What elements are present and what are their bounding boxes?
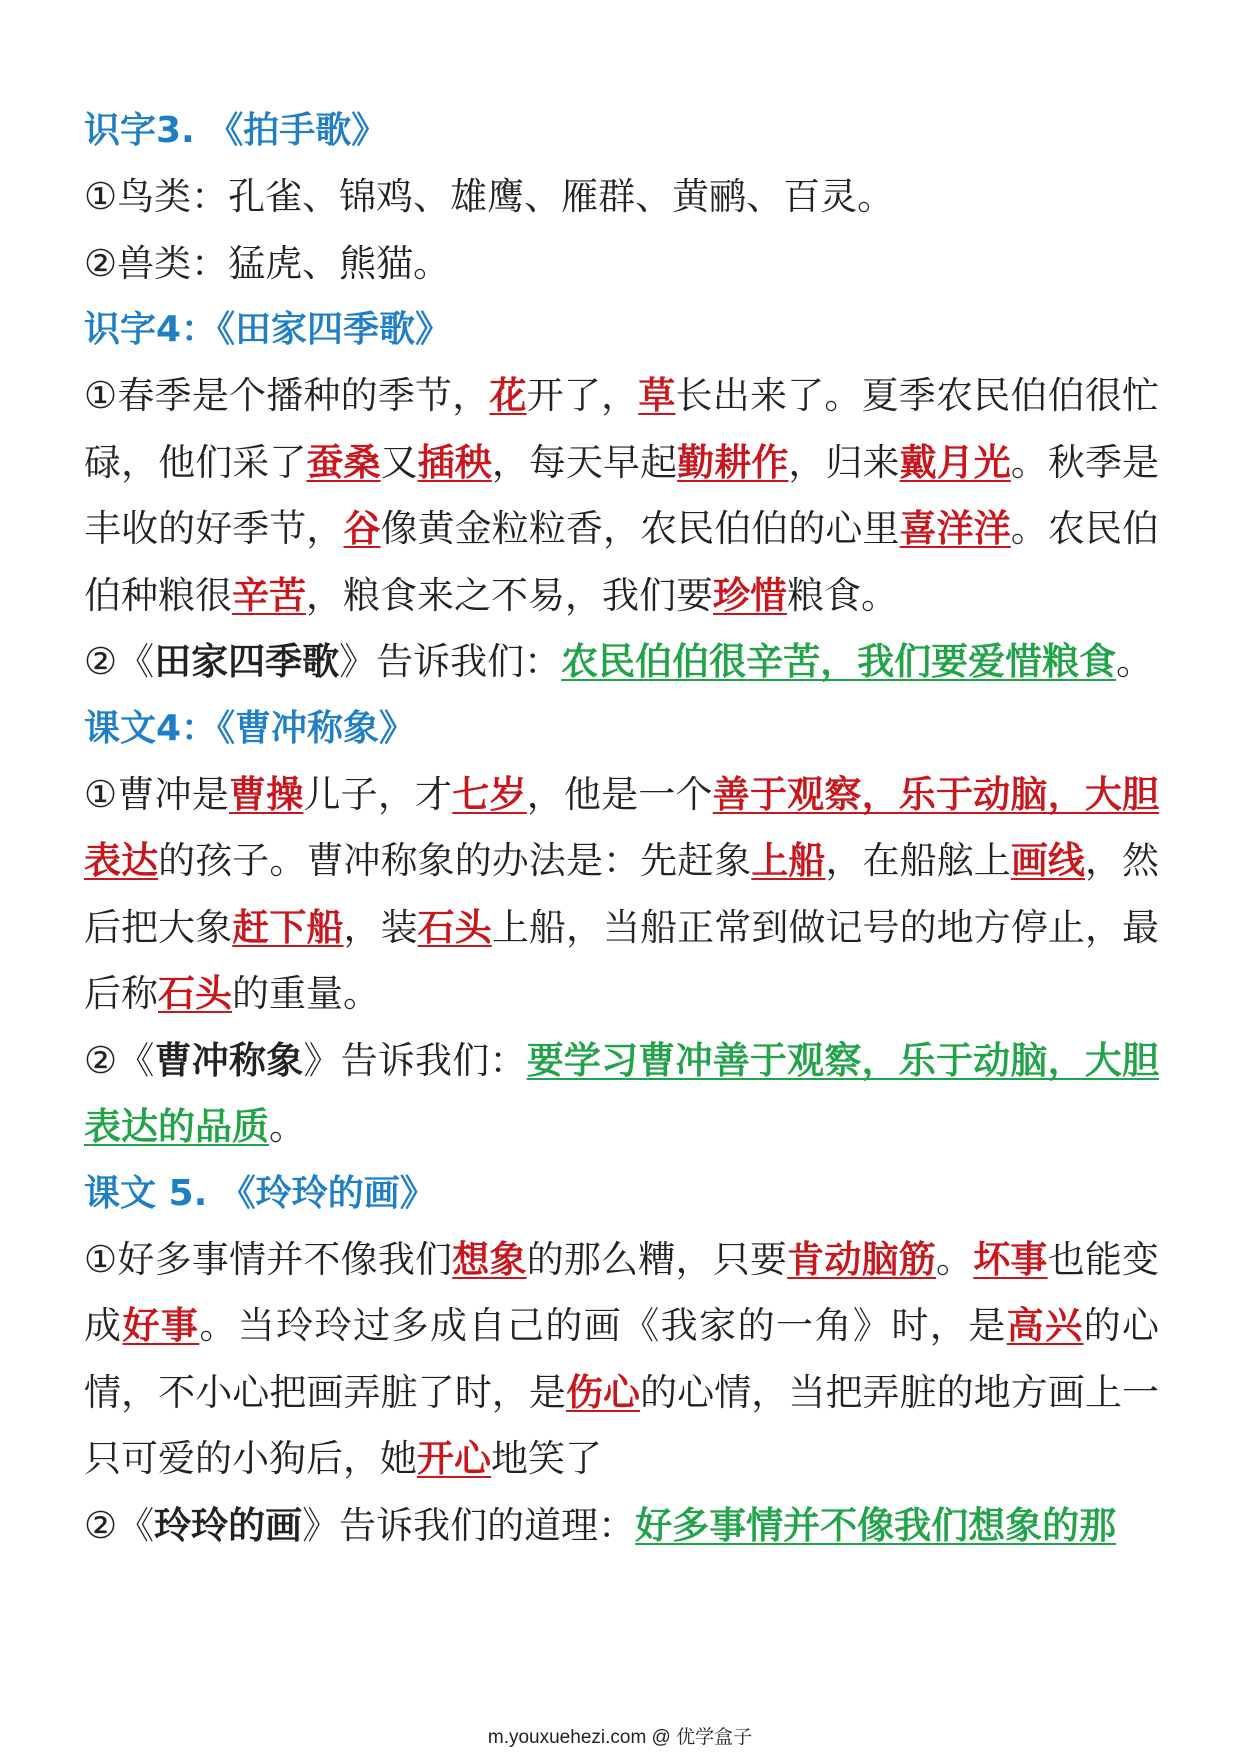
section-heading: 课文4：《曹冲称象》 bbox=[84, 707, 416, 749]
summary-highlight: 农民伯伯很辛苦，我们要爱惜粮食 bbox=[561, 640, 1117, 683]
section-pai-shou-ge bbox=[84, 98, 1159, 297]
text-run: 也能变成 bbox=[84, 1237, 1160, 1347]
title-text: 曹冲称象 bbox=[154, 1038, 304, 1082]
text-run: ②《 bbox=[84, 1038, 155, 1082]
keyword-highlight: 谷 bbox=[343, 507, 381, 550]
keyword-highlight: 想象 bbox=[452, 1237, 527, 1281]
keyword-highlight: 七岁 bbox=[452, 772, 527, 816]
text-run: ①鸟类：孔雀、锦鸡、雄鹰、雁群、黄鹂、百灵。 bbox=[84, 175, 895, 218]
section-heading: 识字4：《田家四季歌》 bbox=[84, 309, 452, 350]
text-run: 开了， bbox=[526, 374, 639, 417]
keyword-highlight: 石头 bbox=[158, 972, 232, 1015]
section-heading: 课文 5. 《玲玲的画》 bbox=[84, 1172, 436, 1214]
keyword-highlight: 画线 bbox=[1010, 839, 1085, 882]
text-run: 像黄金粒粒香，农民伯伯的心里 bbox=[380, 507, 900, 550]
text-run: 。当玲玲过多成自己的画《我家的一角》时，是 bbox=[199, 1304, 1007, 1347]
keyword-highlight: 戴月光 bbox=[899, 440, 1011, 484]
text-run: ，每天早起 bbox=[491, 440, 678, 484]
worksheet-page bbox=[84, 98, 1159, 1559]
paragraph bbox=[84, 231, 1159, 298]
text-run: 又 bbox=[380, 440, 418, 484]
paragraph bbox=[84, 629, 1159, 696]
text-run: 》告诉我们： bbox=[303, 1038, 527, 1082]
keyword-highlight: 珍惜 bbox=[713, 573, 787, 617]
section-heading: 识字3. 《拍手歌》 bbox=[84, 110, 388, 151]
text-run: 长出来了。夏季农民伯伯很忙碌，他们采了 bbox=[84, 374, 1160, 484]
text-run: 的孩子。曹冲称象的办法是：先赶象 bbox=[158, 839, 752, 882]
text-run: 的重量。 bbox=[232, 972, 380, 1015]
paragraph bbox=[84, 164, 1159, 231]
summary-highlight: 要学习曹冲善于观察，乐于动脑，大胆表达的品质 bbox=[84, 1038, 1160, 1148]
text-run: 。农民伯伯种粮很 bbox=[84, 507, 1160, 617]
keyword-highlight: 赶下船 bbox=[232, 905, 344, 949]
title-text: 田家四季歌 bbox=[154, 640, 340, 683]
text-run: 的心情，当把弄脏的地方画上一只可爱的小狗后，她 bbox=[84, 1370, 1160, 1480]
text-run: 。 bbox=[269, 1105, 306, 1148]
keyword-highlight: 喜洋洋 bbox=[899, 507, 1011, 550]
text-run: ②《 bbox=[84, 1503, 155, 1547]
keyword-highlight: 草 bbox=[638, 374, 676, 417]
text-run: ，他是一个 bbox=[526, 772, 713, 816]
paragraph bbox=[84, 1493, 1159, 1560]
section-ling-ling-de-hua bbox=[84, 1161, 1159, 1560]
paragraph bbox=[84, 363, 1159, 629]
text-run: ，装 bbox=[343, 905, 418, 949]
text-run: ②《 bbox=[84, 640, 155, 683]
keyword-highlight: 曹操 bbox=[229, 772, 304, 816]
text-run: 粮食。 bbox=[787, 573, 898, 617]
keyword-highlight: 上船 bbox=[751, 839, 826, 882]
text-run: 上船，当船正常到做记号的地方停止，最后称 bbox=[84, 905, 1160, 1015]
text-run: 的那么糟，只要 bbox=[526, 1237, 788, 1281]
keyword-highlight: 开心 bbox=[417, 1437, 491, 1480]
text-run: 地笑了 bbox=[491, 1437, 602, 1480]
keyword-highlight: 蚕桑 bbox=[306, 440, 381, 484]
keyword-highlight: 石头 bbox=[417, 905, 492, 949]
keyword-highlight: 辛苦 bbox=[232, 573, 306, 617]
keyword-highlight: 坏事 bbox=[973, 1237, 1048, 1281]
footer-watermark: m.youxuehezi.com @ 优学盒子 bbox=[487, 1727, 753, 1748]
paragraph bbox=[84, 1227, 1159, 1493]
section-cao-chong-cheng-xiang bbox=[84, 696, 1159, 1161]
text-run: ，归来 bbox=[788, 440, 900, 484]
keyword-highlight: 插秧 bbox=[417, 440, 492, 484]
text-run: 儿子，才 bbox=[303, 772, 453, 816]
text-run: 。秋季是丰收的好季节， bbox=[84, 440, 1160, 550]
keyword-highlight: 好事 bbox=[122, 1304, 200, 1347]
keyword-highlight: 善于观察，乐于动脑，大胆表达 bbox=[84, 772, 1160, 882]
keyword-highlight: 肯动脑筋 bbox=[787, 1237, 936, 1281]
paragraph bbox=[84, 762, 1159, 1028]
text-run: ，然后把大象 bbox=[84, 839, 1160, 949]
text-run: 的心情，不小心把画弄脏了时，是 bbox=[84, 1304, 1160, 1414]
text-run: ，粮食来之不易，我们要 bbox=[306, 573, 713, 617]
text-run: 。 bbox=[1116, 640, 1154, 683]
keyword-highlight: 勤耕作 bbox=[677, 440, 789, 484]
text-run: ①春季是个播种的季节， bbox=[84, 374, 490, 417]
text-run: ，在船舷上 bbox=[825, 839, 1011, 882]
text-run: ①曹冲是 bbox=[84, 772, 230, 816]
text-run: ②兽类：猛虎、熊猫。 bbox=[84, 241, 451, 285]
paragraph bbox=[84, 1028, 1159, 1161]
keyword-highlight: 花 bbox=[489, 374, 527, 417]
text-run: 。 bbox=[936, 1237, 974, 1281]
text-run: 》告诉我们： bbox=[339, 640, 562, 683]
summary-highlight: 好多事情并不像我们想象的那 bbox=[635, 1503, 1117, 1547]
keyword-highlight: 伤心 bbox=[565, 1370, 641, 1414]
section-tian-jia-si-ji-ge bbox=[84, 297, 1159, 696]
text-run: ①好多事情并不像我们 bbox=[84, 1237, 453, 1281]
title-text: 玲玲的画 bbox=[154, 1503, 303, 1547]
text-run: 》告诉我们的道理： bbox=[302, 1503, 636, 1547]
keyword-highlight: 高兴 bbox=[1006, 1304, 1084, 1347]
